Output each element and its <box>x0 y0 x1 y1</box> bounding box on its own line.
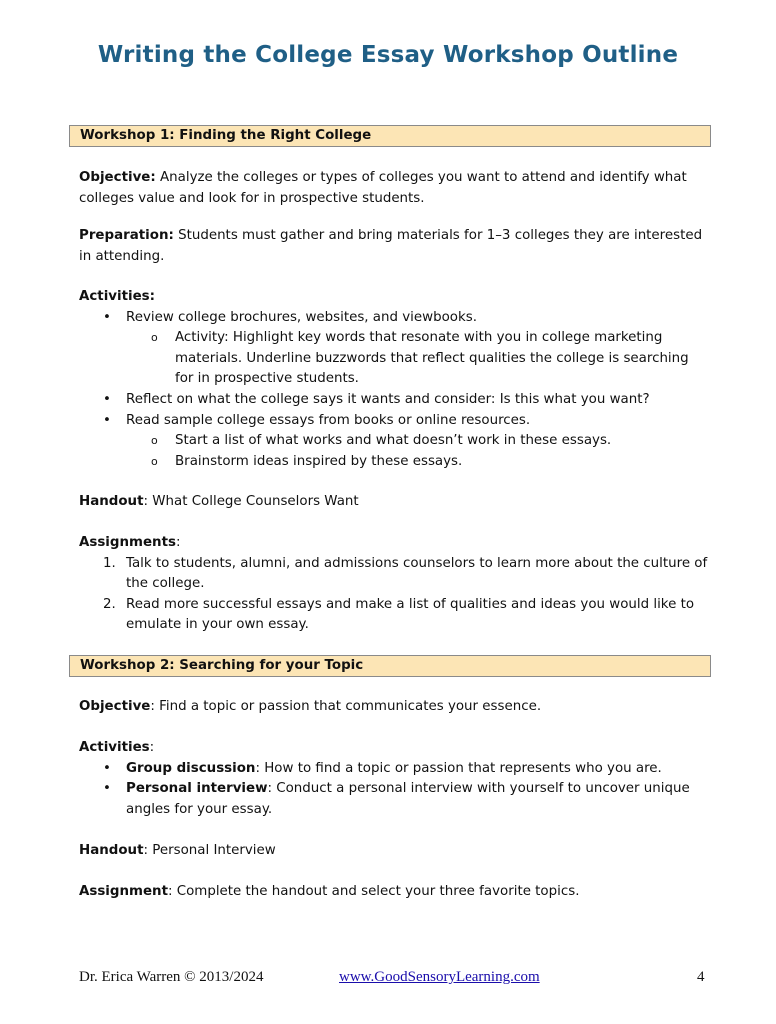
list-item: 2. Read more successful essays and make a list of qualities and ideas you would like to emulate in your own essay. <box>103 596 695 633</box>
preparation-label: Preparation: <box>79 228 174 243</box>
footer-link-wrap <box>339 969 540 986</box>
list-item: • Group discussion: How to find a topic or passion that represents who you are. <box>79 759 711 780</box>
list-item: o Start a list of what works and what doesn’t work in these essays. <box>79 431 711 452</box>
objective-text: : Find a topic or passion that communicates your essence. <box>150 699 542 714</box>
page-title: Writing the College Essay Workshop Outline <box>97 42 679 68</box>
objective-label: Objective <box>79 699 151 714</box>
sub-bullet-icon: o <box>151 434 158 448</box>
list-item: o Brainstorm ideas inspired by these essays. <box>79 452 711 473</box>
footer-author: Dr. Erica Warren © 2013/2024 <box>79 969 264 985</box>
bullet-icon: • <box>103 309 111 325</box>
assignments-label: Assignments <box>79 535 176 550</box>
workshop-1-handout <box>79 492 711 513</box>
preparation-text: Students must gather and bring materials for 1–3 colleges they are interested in attending. <box>79 228 703 264</box>
workshop-1-assignments: Assignments: 1. Talk to students, alumni, and admissions counselors to learn more about the culture of the college. 2. Read more successful essays and make a list of qualities and ideas you would like to emulate in your own essay. <box>79 533 711 636</box>
activities-label: Activities <box>79 740 150 755</box>
website-link[interactable]: www.GoodSensoryLearning.com <box>339 969 540 985</box>
assignment-text: : Complete the handout and select your three favorite topics. <box>167 884 580 899</box>
workshop-1-objective <box>79 168 711 209</box>
page-number: 4 <box>697 969 705 985</box>
list-item: • Review college brochures, websites, and viewbooks. <box>79 308 711 329</box>
sub-bullet-icon: o <box>151 331 158 345</box>
activities-label: Activities: <box>79 289 156 304</box>
workshop-2-assignment <box>79 882 711 903</box>
bullet-icon: • <box>103 412 111 428</box>
bullet-icon: • <box>103 781 111 797</box>
workshop-1-heading: Workshop 1: Finding the Right College <box>69 125 711 147</box>
list-item: o Activity: Highlight key words that resonate with you in college marketing materials. Underline buzzwords that reflect qualities the college is searching for in prospective students. <box>151 330 689 387</box>
assignment-label: Assignment <box>79 884 168 899</box>
handout-text: : What College Counselors Want <box>143 494 359 509</box>
list-number: 2. <box>103 596 116 612</box>
workshop-2-handout <box>79 841 711 862</box>
workshop-2-objective <box>79 697 711 718</box>
workshop-2-activities: Activities: • Group discussion: How to find a topic or passion that represents who you are. • Personal interview: Conduct a personal interview with yourself to uncover unique angles for your essay. <box>79 738 711 820</box>
bullet-icon: • <box>103 760 111 776</box>
list-item: 1. Talk to students, alumni, and admissions counselors to learn more about the culture of the college. <box>103 555 708 592</box>
workshop-1-activities <box>79 287 711 472</box>
objective-label: Objective: <box>79 170 156 185</box>
list-item: • Personal interview: Conduct a personal interview with yourself to uncover unique angles for your essay. <box>103 781 690 817</box>
workshop-1-preparation <box>79 226 711 267</box>
list-item: • Read sample college essays from books or online resources. <box>79 411 711 432</box>
workshop-2-heading: Workshop 2: Searching for your Topic <box>69 655 711 677</box>
handout-label: Handout <box>79 843 144 858</box>
objective-text: Analyze the colleges or types of colleges you want to attend and identify what colleges value and look for in prospective students. <box>79 170 687 206</box>
handout-text: : Personal Interview <box>143 843 276 858</box>
handout-label: Handout <box>79 494 144 509</box>
list-number: 1. <box>103 555 116 571</box>
sub-bullet-icon: o <box>151 454 158 468</box>
list-item: • Reflect on what the college says it wants and consider: Is this what you want? <box>79 390 711 411</box>
bullet-icon: • <box>103 391 111 407</box>
